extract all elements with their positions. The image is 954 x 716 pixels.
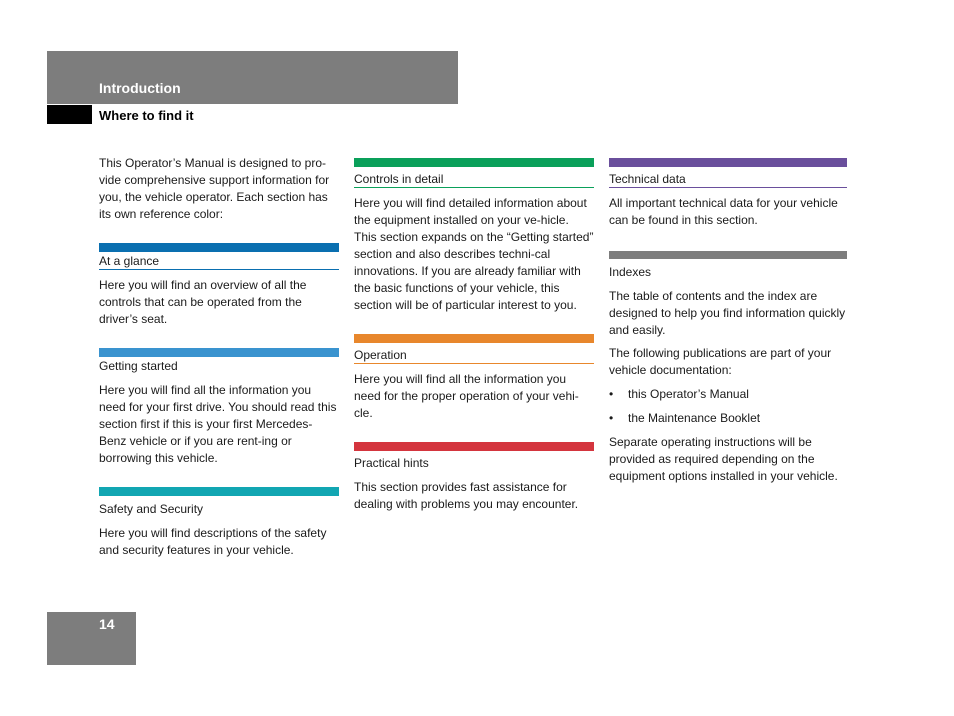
page-subtitle: Where to find it [99, 108, 194, 123]
section-heading: Practical hints [354, 451, 594, 472]
section-text: Here you will find all the information you need for the proper operation of your vehi-cle. [354, 372, 579, 420]
section-practical-hints [354, 442, 594, 513]
section-controls-in-detail [354, 158, 594, 314]
section-color-bar [354, 158, 594, 167]
bullet-icon: • [609, 387, 614, 401]
list-item [609, 410, 847, 427]
section-color-bar [354, 442, 594, 451]
section-heading: Getting started [99, 359, 339, 375]
page-number: 14 [99, 616, 115, 632]
column-2 [354, 158, 594, 513]
section-text: Here you will find an overview of all the controls that can be operated from the driver’s seat. [99, 278, 307, 326]
section-heading: Indexes [609, 259, 847, 281]
section-color-bar [99, 487, 339, 496]
section-color-bar [609, 158, 847, 167]
section-text: All important technical data for your vehicle can be found in this section. [609, 196, 838, 227]
section-heading: Technical data [609, 167, 847, 188]
section-at-a-glance [99, 243, 339, 328]
section-text: This section provides fast assistance for dealing with problems you may encounter. [354, 480, 579, 511]
section-indexes [609, 251, 847, 485]
list-item [609, 386, 847, 403]
section-technical-data [609, 158, 847, 229]
section-operation [354, 334, 594, 422]
section-heading: Operation [354, 343, 594, 364]
section-text: Here you will find detailed information about the equipment installed on your ve-hicle. This section expands on the “Getting started” section and also describes techni-cal innovations. If you are already familiar with the basic functions of your vehicle, this section will be of particular interest to you. [354, 196, 594, 312]
column-1 [99, 155, 339, 559]
section-text: The table of contents and the index are designed to help you find information quickly and easily. [609, 289, 846, 337]
section-color-bar [99, 243, 339, 252]
publications-list [609, 386, 847, 427]
section-tab-marker [47, 105, 92, 124]
section-color-bar [354, 334, 594, 343]
section-safety-security [99, 487, 339, 559]
list-item-label: this Operator’s Manual [628, 387, 749, 401]
section-text: Here you will find descriptions of the safety and security features in your vehicle. [99, 526, 327, 557]
bullet-icon: • [609, 411, 614, 425]
publications-note: Separate operating instructions will be provided as required depending on the equipment options installed in your vehicle. [609, 435, 838, 483]
section-heading: At a glance [99, 254, 339, 270]
section-color-bar [609, 251, 847, 259]
page-number-box [47, 612, 136, 665]
column-3 [609, 158, 847, 485]
section-text: Here you will find all the information you need for your first drive. You should read this section first if this is your first Mercedes-Benz vehicle or if you are rent-ing or borrowing this vehicle. [99, 383, 337, 465]
intro-paragraph: This Operator’s Manual is designed to pro-vide comprehensive support information for you, the vehicle operator. Each section has its own reference color: [99, 156, 330, 221]
list-item-label: the Maintenance Booklet [628, 411, 761, 425]
section-color-bar [99, 348, 339, 357]
section-heading: Safety and Security [99, 502, 339, 518]
publications-intro: The following publications are part of your vehicle documentation: [609, 346, 832, 377]
section-getting-started [99, 348, 339, 467]
header-band [47, 51, 458, 104]
section-heading: Controls in detail [354, 167, 594, 188]
chapter-title: Introduction [99, 80, 181, 96]
